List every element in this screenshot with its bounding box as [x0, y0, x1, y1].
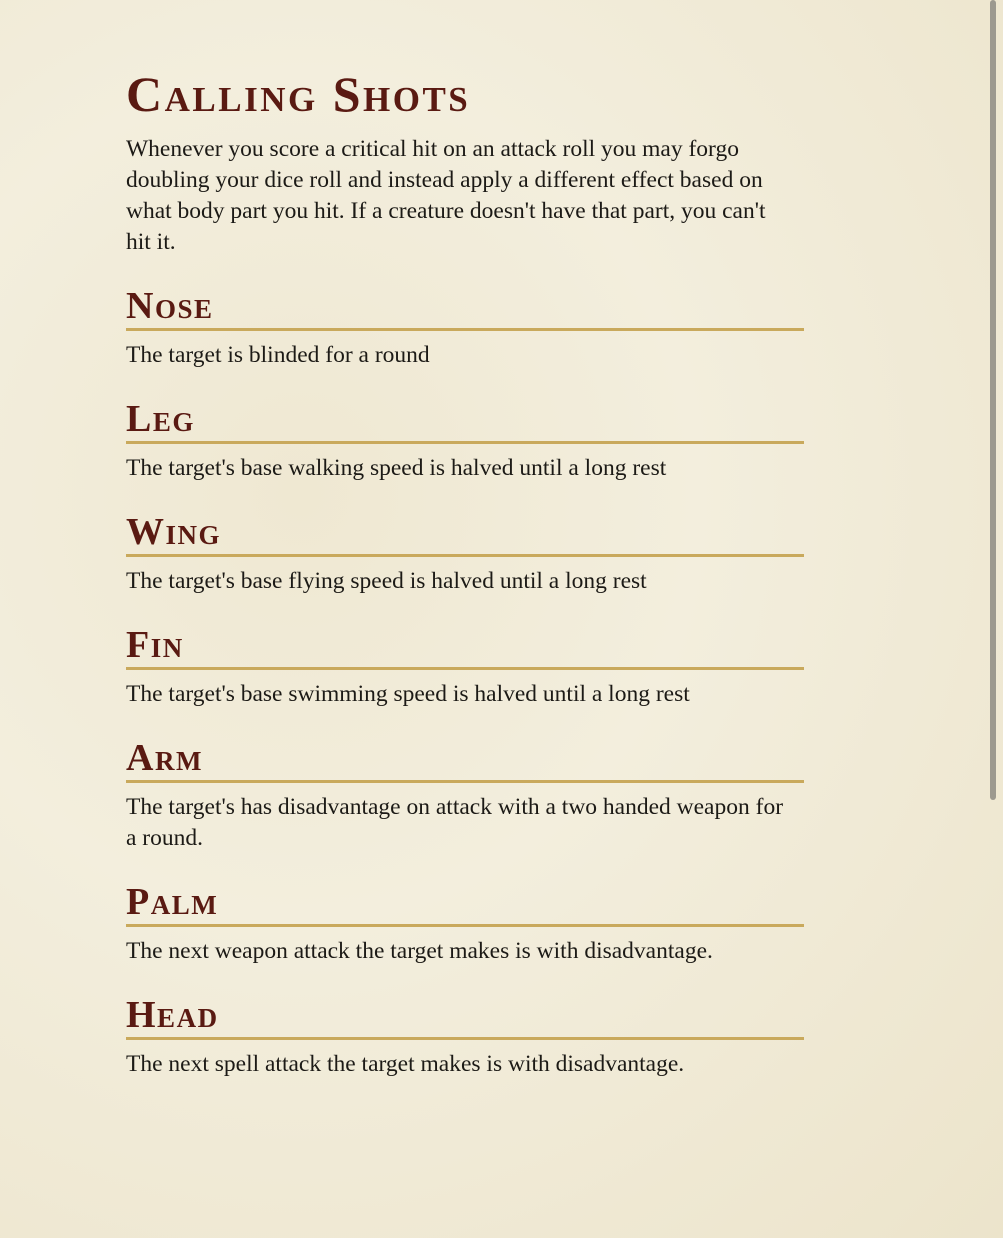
scrollbar[interactable]	[990, 0, 996, 800]
section-heading: Head	[126, 995, 804, 1040]
section-text: The next spell attack the target makes is with disadvantage.	[126, 1051, 685, 1077]
section-text: The target's base flying speed is halved until a long rest	[126, 568, 647, 594]
page-title: Calling Shots	[126, 66, 471, 122]
section-heading: Fin	[126, 625, 804, 670]
section-text: The target is blinded for a round	[126, 342, 430, 368]
section-heading: Wing	[126, 512, 804, 557]
intro-paragraph: Whenever you score a critical hit on an attack roll you may forgo doubling your dice roll and instead apply a different effect based on what body part you hit. If a creature doesn't have that part, you can't hit it.	[126, 136, 766, 255]
section-text: The next weapon attack the target makes is with disadvantage.	[126, 938, 713, 964]
section-fin	[126, 625, 804, 710]
section-wing	[126, 512, 804, 597]
section-heading: Palm	[126, 882, 804, 927]
section-text: The target's base swimming speed is halved until a long rest	[126, 681, 690, 707]
document-content	[126, 62, 804, 1080]
section-head	[126, 995, 804, 1080]
section-palm	[126, 882, 804, 967]
section-leg	[126, 399, 804, 484]
section-heading: Nose	[126, 286, 804, 331]
section-arm	[126, 738, 804, 854]
section-text: The target's base walking speed is halved until a long rest	[126, 455, 667, 481]
section-heading: Leg	[126, 399, 804, 444]
section-heading: Arm	[126, 738, 804, 783]
section-text: The target's has disadvantage on attack with a two handed weapon for a round.	[126, 794, 784, 851]
section-nose	[126, 286, 804, 371]
